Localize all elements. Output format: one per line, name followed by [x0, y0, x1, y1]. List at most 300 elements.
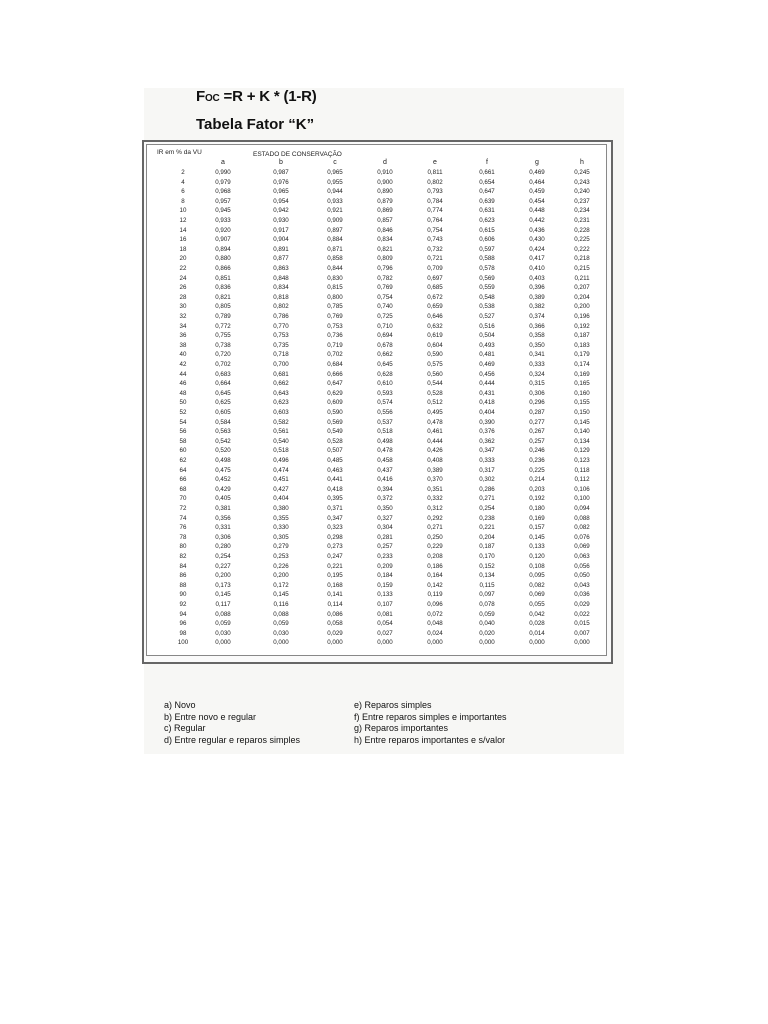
ir-cell: 76: [179, 524, 187, 532]
k-value-cell: 0,495: [427, 409, 443, 416]
k-value-cell: 0,659: [427, 303, 443, 311]
k-value-cell: 0,437: [377, 466, 393, 474]
k-value-cell: 0,615: [479, 226, 495, 234]
k-value-cell: 0,891: [273, 245, 289, 253]
k-value-cell: 0,030: [273, 629, 289, 637]
k-value-cell: 0,280: [215, 543, 231, 551]
k-value-cell: 0,106: [574, 485, 590, 493]
k-value-cell: 0,165: [574, 380, 590, 388]
table-row: [147, 351, 606, 359]
k-value-cell: 0,327: [377, 514, 393, 522]
k-value-cell: 0,575: [427, 361, 443, 368]
k-value-cell: 0,569: [479, 274, 495, 282]
k-value-cell: 0,661: [479, 169, 495, 176]
k-value-cell: 0,710: [377, 322, 393, 330]
k-value-cell: 0,830: [327, 274, 343, 282]
k-value-cell: 0,857: [377, 217, 393, 224]
k-value-cell: 0,451: [273, 476, 289, 484]
table-row: [147, 428, 606, 436]
column-header-c: c: [333, 159, 337, 166]
k-value-cell: 0,380: [273, 505, 289, 512]
k-value-cell: 0,204: [574, 293, 590, 301]
k-value-cell: 0,590: [427, 351, 443, 359]
k-value-cell: 0,890: [377, 188, 393, 196]
k-value-cell: 0,317: [479, 466, 495, 474]
k-value-cell: 0,315: [529, 380, 545, 388]
k-value-cell: 0,424: [529, 245, 545, 253]
k-value-cell: 0,119: [427, 591, 443, 599]
legend-item: d) Entre regular e reparos simples: [164, 734, 301, 745]
k-value-cell: 0,015: [574, 620, 590, 628]
table-row: [147, 265, 606, 273]
k-value-cell: 0,350: [377, 505, 393, 512]
k-value-cell: 0,639: [479, 197, 495, 205]
k-value-cell: 0,196: [574, 313, 590, 320]
k-value-cell: 0,404: [479, 409, 495, 416]
k-value-cell: 0,879: [377, 197, 393, 205]
k-value-cell: 0,155: [574, 399, 590, 407]
k-value-cell: 0,623: [273, 399, 289, 407]
column-header-a: a: [221, 159, 225, 166]
k-value-cell: 0,173: [215, 581, 231, 589]
ir-cell: 70: [179, 495, 187, 503]
k-value-cell: 0,304: [377, 524, 393, 532]
k-value-cell: 0,448: [529, 207, 545, 215]
ir-cell: 48: [179, 389, 187, 397]
k-value-cell: 0,159: [377, 581, 393, 589]
k-value-cell: 0,512: [427, 399, 443, 407]
ir-cell: 88: [179, 581, 187, 589]
k-value-cell: 0,884: [327, 236, 343, 244]
table-row: [147, 591, 606, 599]
k-value-cell: 0,366: [529, 322, 545, 330]
ir-cell: 46: [179, 380, 187, 388]
k-value-cell: 0,427: [273, 485, 289, 493]
k-value-cell: 0,485: [327, 457, 343, 464]
k-value-cell: 0,442: [529, 217, 545, 224]
ir-cell: 66: [179, 476, 187, 484]
k-value-cell: 0,086: [327, 610, 343, 618]
ir-cell: 6: [181, 188, 185, 196]
k-value-cell: 0,059: [215, 620, 231, 628]
k-value-cell: 0,802: [273, 303, 289, 311]
k-value-cell: 0,142: [427, 581, 443, 589]
k-value-cell: 0,478: [377, 447, 393, 455]
legend-item: h) Entre reparos importantes e s/valor: [354, 734, 506, 745]
k-value-cell: 0,785: [327, 303, 343, 311]
table-row: [147, 236, 606, 244]
k-value-cell: 0,237: [574, 197, 590, 205]
k-value-cell: 0,540: [273, 437, 289, 445]
k-value-cell: 0,965: [327, 169, 343, 176]
table-row: [147, 476, 606, 484]
k-value-cell: 0,769: [377, 284, 393, 292]
column-header-d: d: [383, 159, 387, 166]
k-value-cell: 0,544: [427, 380, 443, 388]
k-value-cell: 0,584: [215, 418, 231, 426]
k-value-cell: 0,134: [479, 572, 495, 580]
ir-cell: 94: [179, 610, 187, 618]
k-value-cell: 0,645: [377, 361, 393, 368]
table-row: [147, 390, 606, 398]
k-value-cell: 0,732: [427, 245, 443, 253]
k-value-cell: 0,537: [377, 418, 393, 426]
k-value-cell: 0,933: [327, 197, 343, 205]
k-value-cell: 0,000: [273, 639, 289, 647]
k-value-cell: 0,020: [479, 629, 495, 637]
k-value-cell: 0,014: [529, 629, 545, 637]
k-value-cell: 0,257: [377, 543, 393, 551]
ir-cell: 86: [179, 572, 187, 580]
k-value-cell: 0,029: [327, 629, 343, 637]
k-value-cell: 0,306: [215, 533, 231, 541]
k-value-cell: 0,719: [327, 341, 343, 349]
ir-cell: 100: [177, 639, 189, 647]
k-value-cell: 0,976: [273, 178, 289, 186]
k-value-cell: 0,069: [529, 591, 545, 599]
k-value-cell: 0,394: [377, 485, 393, 493]
k-value-cell: 0,654: [479, 178, 495, 186]
ir-cell: 80: [179, 543, 187, 551]
k-value-cell: 0,082: [574, 524, 590, 532]
table-row: [147, 639, 606, 647]
k-value-cell: 0,444: [479, 380, 495, 388]
k-value-cell: 0,945: [215, 207, 231, 215]
k-value-cell: 0,168: [327, 581, 343, 589]
legend-item: e) Reparos simples: [354, 700, 432, 710]
k-value-cell: 0,145: [273, 591, 289, 599]
k-value-cell: 0,917: [273, 226, 289, 234]
k-value-cell: 0,458: [377, 457, 393, 464]
k-value-cell: 0,493: [479, 341, 495, 349]
k-value-cell: 0,754: [377, 293, 393, 301]
k-value-cell: 0,362: [479, 437, 495, 445]
table-row: [147, 275, 606, 283]
k-value-cell: 0,192: [574, 322, 590, 330]
k-value-cell: 0,743: [427, 236, 443, 244]
k-value-cell: 0,754: [427, 226, 443, 234]
k-value-cell: 0,441: [327, 476, 343, 484]
k-value-cell: 0,389: [529, 293, 545, 301]
column-header-b: b: [279, 159, 283, 166]
k-value-cell: 0,247: [327, 553, 343, 560]
k-value-cell: 0,330: [273, 524, 289, 532]
k-value-cell: 0,118: [574, 466, 590, 474]
k-value-cell: 0,371: [327, 505, 343, 512]
k-value-cell: 0,221: [327, 562, 343, 570]
table-row: [147, 495, 606, 503]
ir-column-header: IR em % da VU: [157, 149, 202, 156]
estado-header: ESTADO DE CONSERVAÇÃO: [253, 151, 342, 158]
k-value-cell: 0,979: [215, 178, 231, 186]
ir-cell: 24: [179, 274, 187, 282]
k-value-cell: 0,721: [427, 255, 443, 263]
k-value-cell: 0,811: [427, 169, 443, 176]
formula-body: =R + K * (1-R): [219, 88, 317, 105]
k-value-cell: 0,909: [327, 217, 343, 224]
formula-subscript: OC: [204, 93, 220, 104]
k-value-cell: 0,246: [529, 447, 545, 455]
k-value-cell: 0,063: [574, 553, 590, 560]
k-value-cell: 0,662: [273, 380, 289, 388]
k-value-cell: 0,160: [574, 389, 590, 397]
k-value-cell: 0,528: [327, 437, 343, 445]
formula-prefix: F: [196, 88, 205, 105]
k-value-cell: 0,000: [215, 639, 231, 647]
k-value-cell: 0,542: [215, 437, 231, 445]
legend-item: c) Regular: [164, 723, 206, 733]
ir-cell: 26: [179, 284, 187, 292]
k-value-cell: 0,516: [479, 322, 495, 330]
k-value-cell: 0,356: [215, 514, 231, 522]
k-value-cell: 0,107: [377, 601, 393, 608]
k-value-cell: 0,116: [273, 601, 289, 608]
k-value-cell: 0,347: [327, 514, 343, 522]
k-value-cell: 0,900: [377, 178, 393, 186]
k-value-cell: 0,042: [529, 610, 545, 618]
k-value-cell: 0,055: [529, 601, 545, 608]
k-value-cell: 0,772: [215, 322, 231, 330]
table-row: [147, 438, 606, 446]
ir-cell: 64: [179, 466, 187, 474]
k-value-cell: 0,170: [479, 553, 495, 560]
k-value-cell: 0,429: [215, 485, 231, 493]
k-value-cell: 0,404: [273, 495, 289, 503]
k-value-cell: 0,907: [215, 236, 231, 244]
table-row: [147, 611, 606, 619]
ir-cell: 60: [179, 447, 187, 455]
k-value-cell: 0,078: [479, 601, 495, 608]
k-value-cell: 0,100: [574, 495, 590, 503]
k-value-cell: 0,610: [377, 380, 393, 388]
k-value-cell: 0,332: [427, 495, 443, 503]
k-value-cell: 0,405: [215, 495, 231, 503]
k-value-cell: 0,678: [377, 341, 393, 349]
k-value-cell: 0,187: [574, 332, 590, 340]
k-value-cell: 0,094: [574, 505, 590, 512]
table-row: [147, 371, 606, 379]
k-value-cell: 0,848: [273, 274, 289, 282]
k-value-cell: 0,123: [574, 457, 590, 464]
table-title: Tabela Fator “K”: [196, 116, 315, 133]
k-value-cell: 0,376: [479, 428, 495, 436]
k-value-cell: 0,215: [574, 265, 590, 272]
k-value-cell: 0,030: [215, 629, 231, 637]
k-value-cell: 0,231: [574, 217, 590, 224]
k-value-cell: 0,815: [327, 284, 343, 292]
k-value-cell: 0,331: [215, 524, 231, 532]
table-row: [147, 294, 606, 302]
k-value-cell: 0,134: [574, 437, 590, 445]
k-value-cell: 0,381: [215, 505, 231, 512]
k-value-cell: 0,186: [427, 562, 443, 570]
k-value-cell: 0,578: [479, 265, 495, 272]
k-value-cell: 0,897: [327, 226, 343, 234]
k-value-cell: 0,054: [377, 620, 393, 628]
k-value-cell: 0,374: [529, 313, 545, 320]
k-value-cell: 0,702: [215, 361, 231, 368]
k-value-cell: 0,372: [377, 495, 393, 503]
k-value-cell: 0,720: [215, 351, 231, 359]
k-value-cell: 0,296: [529, 399, 545, 407]
k-factor-table: [142, 140, 613, 664]
k-value-cell: 0,370: [427, 476, 443, 484]
ir-cell: 4: [181, 178, 185, 186]
k-value-cell: 0,609: [327, 399, 343, 407]
k-value-cell: 0,464: [529, 178, 545, 186]
k-value-cell: 0,245: [574, 169, 590, 176]
k-value-cell: 0,418: [327, 485, 343, 493]
k-value-cell: 0,569: [327, 418, 343, 426]
k-value-cell: 0,312: [427, 505, 443, 512]
k-value-cell: 0,702: [327, 351, 343, 359]
k-value-cell: 0,164: [427, 572, 443, 580]
k-value-cell: 0,350: [529, 341, 545, 349]
legend-item: g) Reparos importantes: [354, 723, 449, 733]
k-value-cell: 0,236: [529, 457, 545, 464]
k-value-cell: 0,298: [327, 533, 343, 541]
k-value-cell: 0,782: [377, 274, 393, 282]
k-value-cell: 0,834: [377, 236, 393, 244]
k-value-cell: 0,755: [215, 332, 231, 340]
k-value-cell: 0,007: [574, 629, 590, 637]
k-value-cell: 0,481: [479, 351, 495, 359]
k-value-cell: 0,786: [273, 313, 289, 320]
k-value-cell: 0,718: [273, 351, 289, 359]
k-value-cell: 0,081: [377, 610, 393, 618]
k-value-cell: 0,043: [574, 581, 590, 589]
table-row: [147, 284, 606, 292]
k-value-cell: 0,240: [574, 188, 590, 196]
k-value-cell: 0,117: [215, 601, 231, 608]
ir-cell: 36: [179, 332, 187, 340]
k-value-cell: 0,632: [427, 322, 443, 330]
k-value-cell: 0,254: [479, 505, 495, 512]
k-value-cell: 0,069: [574, 543, 590, 551]
ir-cell: 22: [179, 265, 187, 272]
k-value-cell: 0,629: [327, 389, 343, 397]
k-value-cell: 0,735: [273, 341, 289, 349]
column-header-g: g: [535, 159, 539, 166]
ir-cell: 90: [179, 591, 187, 599]
table-row: [147, 486, 606, 494]
k-value-cell: 0,000: [479, 639, 495, 647]
k-value-cell: 0,072: [427, 610, 443, 618]
k-value-cell: 0,426: [427, 447, 443, 455]
k-value-cell: 0,605: [215, 409, 231, 416]
table-row: [147, 601, 606, 609]
k-value-cell: 0,250: [427, 533, 443, 541]
k-value-cell: 0,933: [215, 217, 231, 224]
k-value-cell: 0,050: [574, 572, 590, 580]
k-value-cell: 0,333: [529, 361, 545, 368]
k-value-cell: 0,769: [327, 313, 343, 320]
k-value-cell: 0,821: [377, 245, 393, 253]
ir-cell: 12: [179, 217, 187, 224]
k-value-cell: 0,324: [529, 370, 545, 378]
k-value-cell: 0,818: [273, 293, 289, 301]
k-value-cell: 0,684: [327, 361, 343, 368]
k-value-cell: 0,666: [327, 370, 343, 378]
k-value-cell: 0,302: [479, 476, 495, 484]
ir-cell: 52: [179, 409, 187, 416]
k-value-cell: 0,921: [327, 207, 343, 215]
ir-cell: 8: [181, 197, 185, 205]
k-value-cell: 0,469: [529, 169, 545, 176]
k-value-cell: 0,498: [377, 437, 393, 445]
k-value-cell: 0,228: [574, 226, 590, 234]
k-value-cell: 0,133: [377, 591, 393, 599]
k-value-cell: 0,805: [215, 303, 231, 311]
k-value-cell: 0,753: [327, 322, 343, 330]
k-value-cell: 0,957: [215, 197, 231, 205]
k-value-cell: 0,700: [273, 361, 289, 368]
table-body: [146, 144, 607, 656]
k-value-cell: 0,954: [273, 197, 289, 205]
k-value-cell: 0,498: [215, 457, 231, 464]
k-value-cell: 0,454: [529, 197, 545, 205]
k-value-cell: 0,851: [215, 274, 231, 282]
k-value-cell: 0,108: [529, 562, 545, 570]
k-value-cell: 0,725: [377, 313, 393, 320]
ir-cell: 50: [179, 399, 187, 407]
k-value-cell: 0,179: [574, 351, 590, 359]
ir-cell: 74: [179, 514, 187, 522]
ir-cell: 68: [179, 485, 187, 493]
table-row: [147, 572, 606, 580]
k-value-cell: 0,305: [273, 533, 289, 541]
k-value-cell: 0,088: [215, 610, 231, 618]
k-value-cell: 0,027: [377, 629, 393, 637]
k-value-cell: 0,736: [327, 332, 343, 340]
k-value-cell: 0,088: [273, 610, 289, 618]
k-value-cell: 0,279: [273, 543, 289, 551]
k-value-cell: 0,200: [215, 572, 231, 580]
k-value-cell: 0,082: [529, 581, 545, 589]
k-value-cell: 0,141: [327, 591, 343, 599]
k-value-cell: 0,207: [574, 284, 590, 292]
ir-cell: 10: [179, 207, 187, 215]
k-value-cell: 0,527: [479, 313, 495, 320]
k-value-cell: 0,238: [479, 514, 495, 522]
k-value-cell: 0,474: [273, 466, 289, 474]
k-value-cell: 0,809: [377, 255, 393, 263]
k-value-cell: 0,990: [215, 169, 231, 176]
k-value-cell: 0,548: [479, 293, 495, 301]
column-header-e: e: [433, 159, 437, 166]
k-value-cell: 0,944: [327, 188, 343, 196]
k-value-cell: 0,930: [273, 217, 289, 224]
k-value-cell: 0,257: [529, 437, 545, 445]
k-value-cell: 0,625: [215, 399, 231, 407]
table-row: [147, 582, 606, 590]
ir-cell: 42: [179, 361, 187, 368]
k-value-cell: 0,582: [273, 418, 289, 426]
ir-cell: 38: [179, 341, 187, 349]
ir-cell: 2: [181, 169, 185, 176]
k-value-cell: 0,145: [215, 591, 231, 599]
k-value-cell: 0,877: [273, 255, 289, 263]
k-value-cell: 0,145: [574, 418, 590, 426]
table-row: [147, 169, 606, 177]
table-row: [147, 467, 606, 475]
k-value-cell: 0,287: [529, 409, 545, 416]
ir-cell: 14: [179, 226, 187, 234]
k-value-cell: 0,647: [327, 380, 343, 388]
k-value-cell: 0,538: [479, 303, 495, 311]
k-value-cell: 0,192: [529, 495, 545, 503]
k-value-cell: 0,709: [427, 265, 443, 272]
